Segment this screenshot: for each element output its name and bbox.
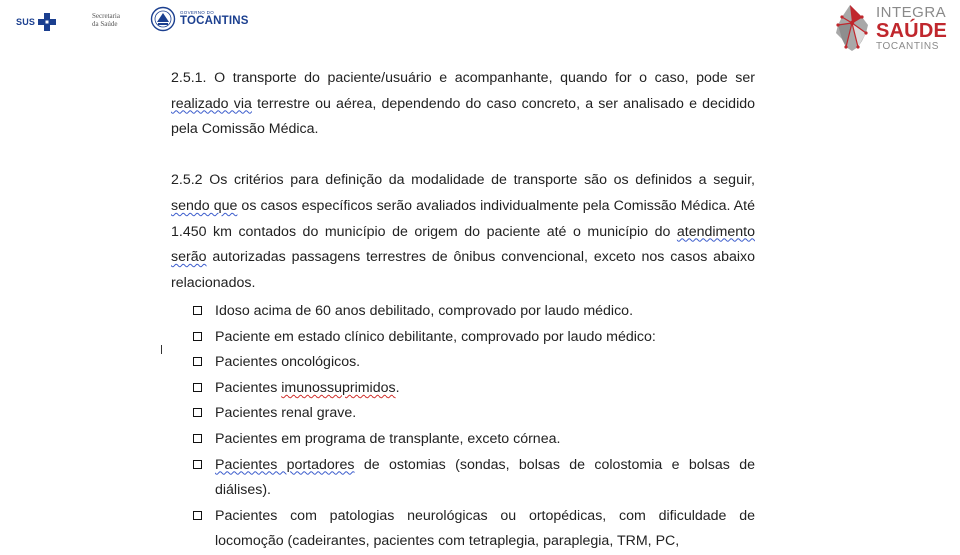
checkbox-bullet-icon <box>193 357 202 366</box>
checkbox-bullet-icon <box>193 511 202 520</box>
integra-label: INTEGRA <box>876 3 947 21</box>
checkbox-bullet-icon <box>193 434 202 443</box>
list-item-text-rest: de ostomias (sondas, bolsas de colostomia e bolsas de diálises). <box>215 456 755 499</box>
secretaria-saude-logo <box>92 12 138 28</box>
checkbox-bullet-icon <box>193 383 202 392</box>
integra-map-icon <box>832 3 872 53</box>
p2-text-start: 2.5.2 Os critérios para definição da modalidade de transporte são os definidos a seguir, <box>171 172 755 189</box>
integra-tocantins-label: TOCANTINS <box>876 40 939 52</box>
grammar-flag-pacientes-portadores[interactable]: Pacientes portadores <box>215 456 355 473</box>
p1-text-end: terrestre ou aérea, dependendo do caso concreto, a ser analisado e decidido pela Comissão Médica. <box>171 95 755 138</box>
text-cursor <box>161 345 162 354</box>
list-item <box>191 504 755 555</box>
paragraph-2-5-2 <box>171 168 755 296</box>
sus-logo <box>16 12 57 32</box>
governo-tocantins-logo <box>150 6 249 32</box>
list-item-text: Pacientes renal grave. <box>215 405 357 422</box>
spelling-flag-imunossuprimidos[interactable]: imunossuprimidos <box>281 379 396 396</box>
list-item <box>191 453 755 504</box>
integra-saude-logo <box>832 3 947 53</box>
p2-text-mid: os casos específicos serão avaliados individualmente pela Comissão Médica. Até 1.450 km contados do município de origem do paciente até o município do <box>171 197 755 240</box>
secretaria-line2: da Saúde <box>92 20 118 28</box>
list-item <box>191 427 755 453</box>
list-item <box>191 401 755 427</box>
document-body <box>171 66 755 296</box>
checkbox-bullet-icon <box>193 332 202 341</box>
list-item-text: Pacientes oncológicos. <box>215 354 361 371</box>
tocantins-label: TOCANTINS <box>180 14 249 27</box>
list-item <box>191 299 755 325</box>
list-item <box>191 376 755 402</box>
p2-text-end: autorizadas passagens terrestres de ônibus convencional, exceto nos casos abaixo relacionados. <box>171 249 755 291</box>
grammar-flag-realizado-via[interactable]: realizado via <box>171 95 252 112</box>
list-item-text: Pacientes em programa de transplante, exceto córnea. <box>215 430 561 447</box>
p1-text-start: 2.5.1. O transporte do paciente/usuário e acompanhante, quando for o caso, pode ser <box>171 70 755 86</box>
tocantins-small-label: GOVERNO DO <box>180 10 215 15</box>
saude-label: SAÚDE <box>876 19 948 42</box>
checkbox-bullet-icon <box>193 306 202 315</box>
list-item-text: Pacientes com patologias neurológicas ou ortopédicas, com dificuldade de locomoção (cadeirantes, pacientes com tetraplegia, paraplegia, TRM, PC, <box>215 507 755 550</box>
list-item <box>191 350 755 376</box>
list-item <box>191 325 755 351</box>
list-item-text-suffix: . <box>395 379 400 396</box>
paragraph-2-5-1 <box>171 66 755 143</box>
checkbox-bullet-icon <box>193 408 202 417</box>
checkbox-bullet-icon <box>193 460 202 469</box>
sus-label: SUS <box>16 17 36 27</box>
criteria-list <box>191 299 755 555</box>
sus-cross-icon <box>37 12 57 32</box>
list-item-text: Paciente em estado clínico debilitante, comprovado por laudo médico: <box>215 328 656 345</box>
list-item-text-prefix: Pacientes <box>215 379 282 396</box>
grammar-flag-atendimento-serao[interactable]: atendimento serão <box>171 223 755 266</box>
tocantins-emblem-icon <box>150 6 176 32</box>
list-item-text: Idoso acima de 60 anos debilitado, comprovado por laudo médico. <box>215 303 634 319</box>
secretaria-line1: Secretaria <box>92 12 120 20</box>
grammar-flag-sendo-que[interactable]: sendo que <box>171 197 238 214</box>
